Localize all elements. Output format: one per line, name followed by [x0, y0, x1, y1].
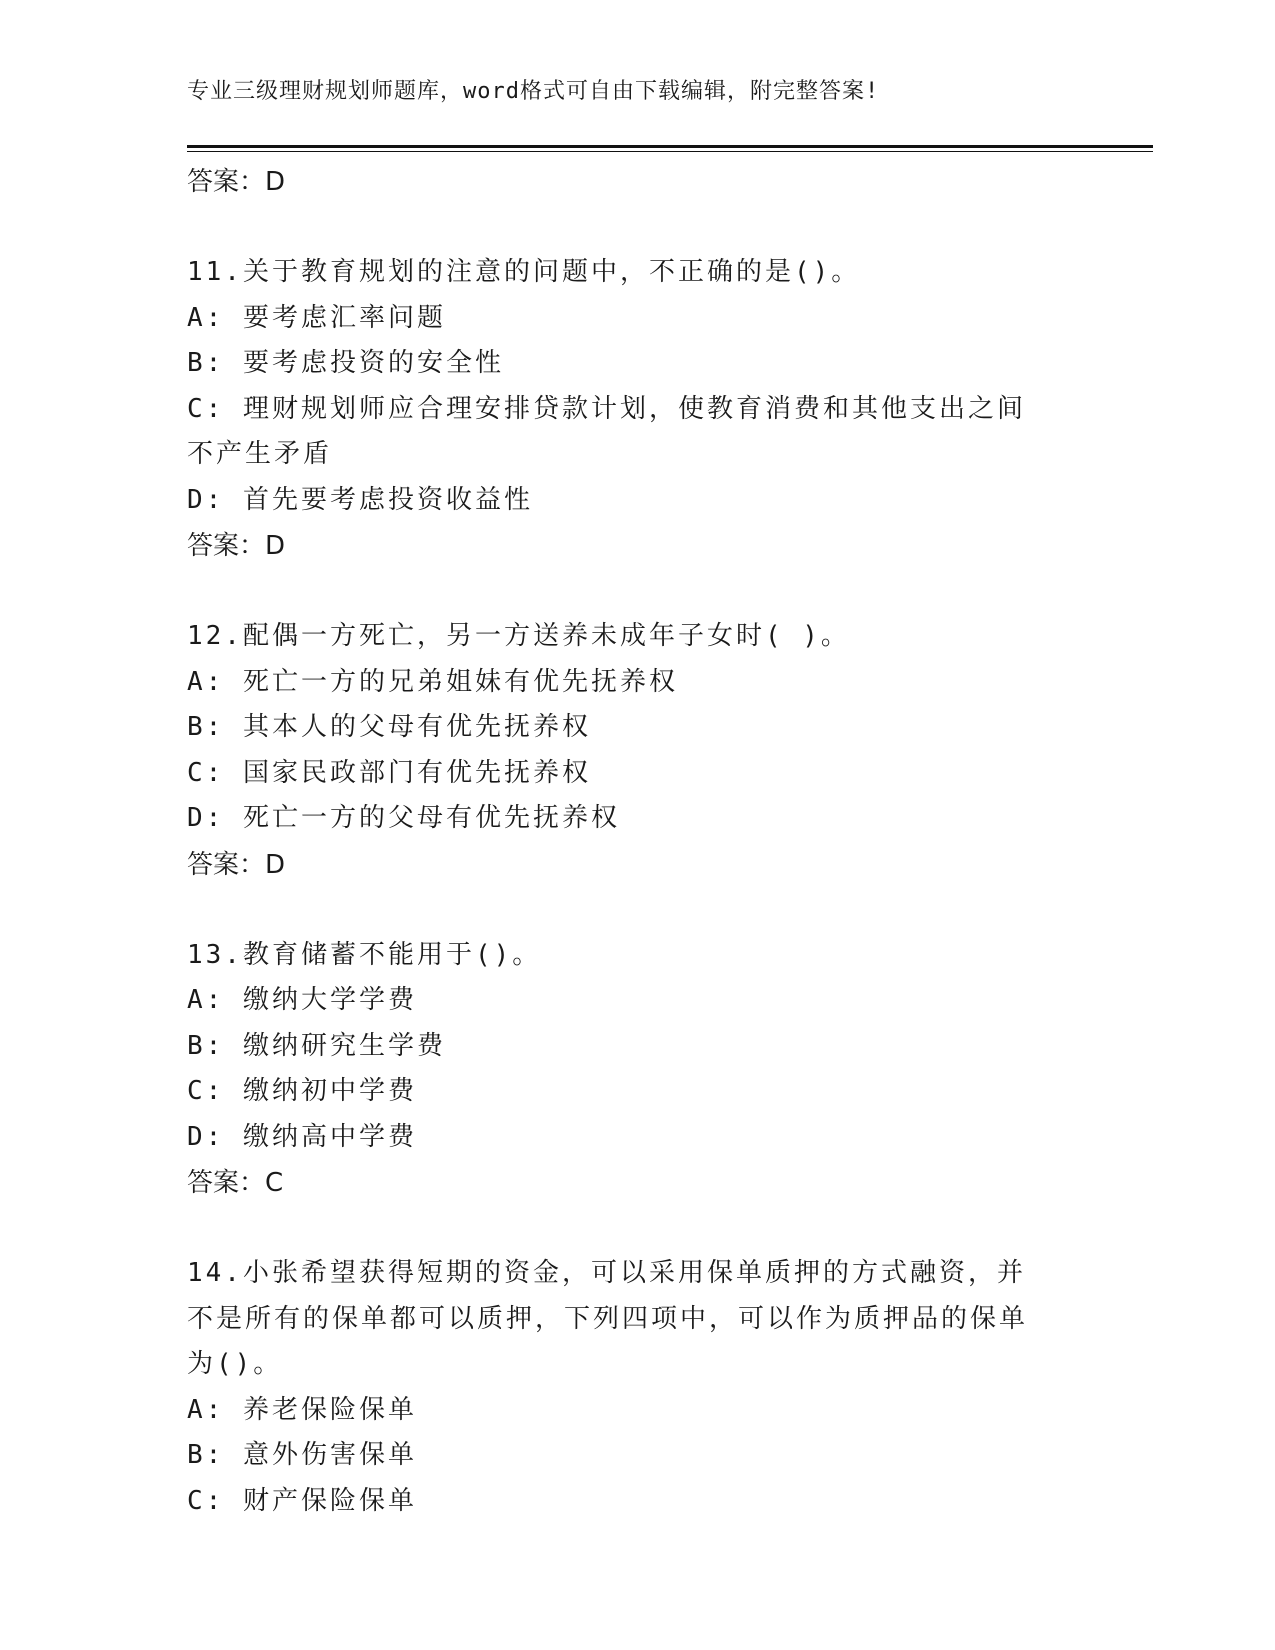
answer-line: 答案：C	[187, 1168, 284, 1198]
option-a: A: 缴纳大学学费	[187, 985, 417, 1015]
question-11	[187, 250, 1087, 569]
option-a: A: 要考虑汇率问题	[187, 302, 446, 333]
header-rule-thick	[187, 145, 1153, 148]
question-12	[187, 614, 1087, 888]
option-b: B: 意外伤害保单	[187, 1440, 417, 1470]
option-d: D: 缴纳高中学费	[187, 1121, 417, 1152]
option-c: C: 理财规划师应合理安排贷款计划，使教育消费和其他支出之间不产生矛盾	[187, 393, 1026, 469]
option-b: B: 缴纳研究生学费	[187, 1030, 446, 1061]
option-d: D: 死亡一方的父母有优先抚养权	[187, 803, 620, 833]
option-a: A: 死亡一方的兄弟姐妹有优先抚养权	[187, 666, 678, 697]
question-list	[187, 153, 1087, 1524]
option-b: B: 其本人的父母有优先抚养权	[187, 712, 591, 742]
option-c: C: 财产保险保单	[187, 1485, 417, 1516]
question-stem: 14.小张希望获得短期的资金，可以采用保单质押的方式融资，并不是所有的保单都可以质押，下列四项中，可以作为质押品的保单为()。	[187, 1258, 1029, 1379]
header-rule-thin	[187, 151, 1153, 152]
option-c: C: 缴纳初中学费	[187, 1076, 417, 1106]
answer-line: 答案：D	[187, 167, 286, 197]
option-c: C: 国家民政部门有优先抚养权	[187, 757, 591, 788]
option-b: B: 要考虑投资的安全性	[187, 348, 504, 378]
answer-line: 答案：D	[187, 531, 286, 561]
option-d: D: 首先要考虑投资收益性	[187, 484, 533, 515]
question-stem: 13.教育储蓄不能用于()。	[187, 939, 542, 970]
option-a: A: 养老保险保单	[187, 1394, 417, 1425]
question-stem: 12.配偶一方死亡，另一方送养未成年子女时( )。	[187, 621, 850, 651]
page-header: 专业三级理财规划师题库，word格式可自由下载编辑，附完整答案!	[187, 79, 880, 104]
answer-line: 答案：D	[187, 849, 286, 880]
question-14	[187, 1251, 1087, 1524]
question-stem: 11.关于教育规划的注意的问题中，不正确的是()。	[187, 257, 861, 287]
question-13	[187, 933, 1087, 1207]
